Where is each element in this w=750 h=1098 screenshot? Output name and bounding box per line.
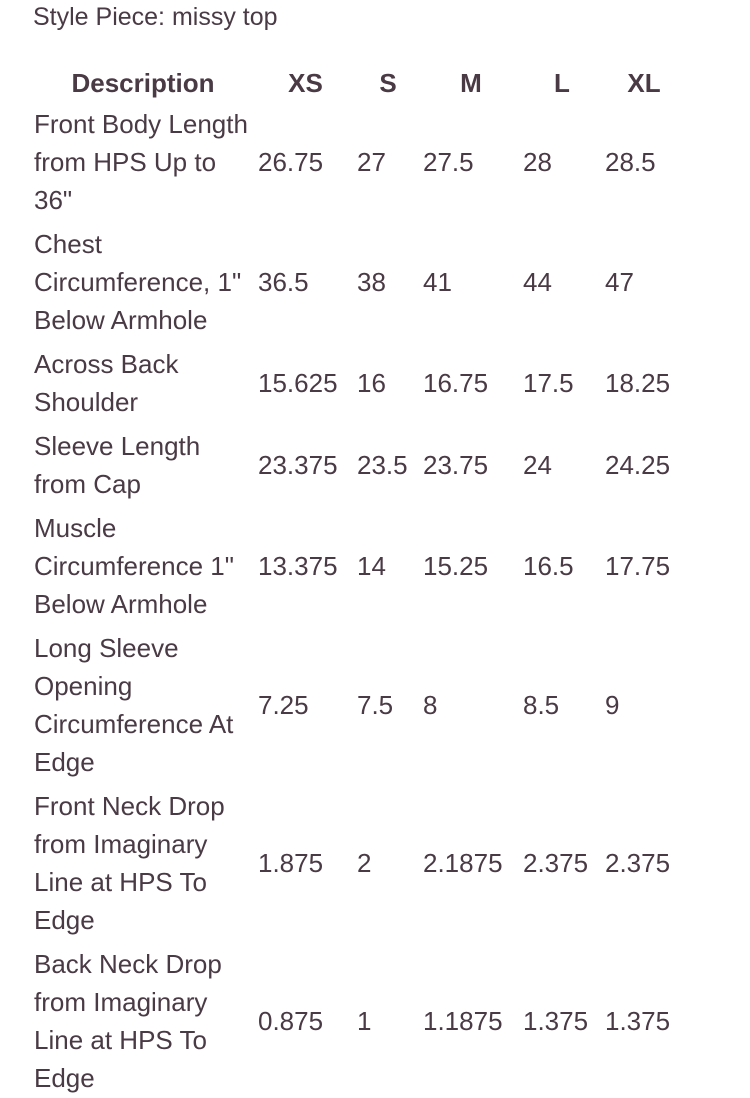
column-header-description: Description <box>71 68 215 98</box>
cell-m: 1.1875 <box>423 1006 503 1036</box>
cell-xl: 2.375 <box>605 848 671 878</box>
cell-xs: 23.375 <box>258 450 338 480</box>
cell-xl: 47 <box>605 267 634 297</box>
cell-l: 1.375 <box>523 1006 589 1036</box>
cell-m: 23.75 <box>423 450 489 480</box>
cell-xs: 0.875 <box>258 1006 324 1036</box>
row-description <box>30 222 256 342</box>
row-description-text: Long Sleeve Opening Circumference At Edge <box>34 633 234 777</box>
cell-xs: 13.375 <box>258 551 338 581</box>
cell-xl: 1.375 <box>605 1006 671 1036</box>
table-row <box>30 506 685 626</box>
table-header-row <box>30 64 685 102</box>
cell-xs: 7.25 <box>258 690 309 720</box>
cell-m: 41 <box>423 267 452 297</box>
column-header-m: M <box>460 68 482 98</box>
row-description <box>30 342 256 424</box>
cell-s: 27 <box>357 147 386 177</box>
cell-m: 27.5 <box>423 147 474 177</box>
cell-xl: 9 <box>605 690 620 720</box>
cell-xl: 17.75 <box>605 551 671 581</box>
cell-s: 2 <box>357 848 372 878</box>
row-description-text: Muscle Circumference 1" Below Armhole <box>34 513 234 619</box>
column-header-xs: XS <box>288 68 323 98</box>
cell-l: 2.375 <box>523 848 589 878</box>
cell-l: 44 <box>523 267 552 297</box>
style-piece-title: Style Piece: missy top <box>33 3 278 31</box>
cell-xl: 28.5 <box>605 147 656 177</box>
cell-l: 24 <box>523 450 552 480</box>
cell-m: 16.75 <box>423 368 489 398</box>
row-description <box>30 784 256 942</box>
cell-s: 16 <box>357 368 386 398</box>
cell-s: 7.5 <box>357 690 394 720</box>
row-description <box>30 942 256 1098</box>
cell-m: 8 <box>423 690 438 720</box>
row-description <box>30 424 256 506</box>
size-chart-table <box>30 64 685 1098</box>
row-description-text: Chest Circumference, 1" Below Armhole <box>34 229 242 335</box>
cell-m: 2.1875 <box>423 848 503 878</box>
cell-s: 14 <box>357 551 386 581</box>
row-description-text: Sleeve Length from Cap <box>34 431 201 499</box>
cell-xs: 1.875 <box>258 848 324 878</box>
cell-l: 28 <box>523 147 552 177</box>
row-description-text: Across Back Shoulder <box>34 349 179 417</box>
table-row <box>30 424 685 506</box>
cell-m: 15.25 <box>423 551 489 581</box>
row-description <box>30 626 256 784</box>
cell-s: 23.5 <box>357 450 408 480</box>
cell-l: 8.5 <box>523 690 560 720</box>
column-header-l: L <box>554 68 570 98</box>
cell-xs: 15.625 <box>258 368 338 398</box>
table-row <box>30 942 685 1098</box>
table-row <box>30 784 685 942</box>
row-description-text: Front Body Length from HPS Up to 36" <box>34 109 248 215</box>
cell-s: 38 <box>357 267 386 297</box>
column-header-s: S <box>379 68 397 98</box>
cell-xs: 36.5 <box>258 267 309 297</box>
cell-xs: 26.75 <box>258 147 324 177</box>
cell-xl: 18.25 <box>605 368 671 398</box>
table-row <box>30 626 685 784</box>
cell-l: 17.5 <box>523 368 574 398</box>
column-header-xl: XL <box>627 68 661 98</box>
row-description <box>30 102 256 222</box>
cell-s: 1 <box>357 1006 372 1036</box>
row-description-text: Back Neck Drop from Imaginary Line at HPS To Edge <box>34 949 222 1093</box>
table-row <box>30 342 685 424</box>
row-description-text: Front Neck Drop from Imaginary Line at HPS To Edge <box>34 791 225 935</box>
cell-l: 16.5 <box>523 551 574 581</box>
row-description <box>30 506 256 626</box>
table-row <box>30 102 685 222</box>
cell-xl: 24.25 <box>605 450 671 480</box>
table-row <box>30 222 685 342</box>
